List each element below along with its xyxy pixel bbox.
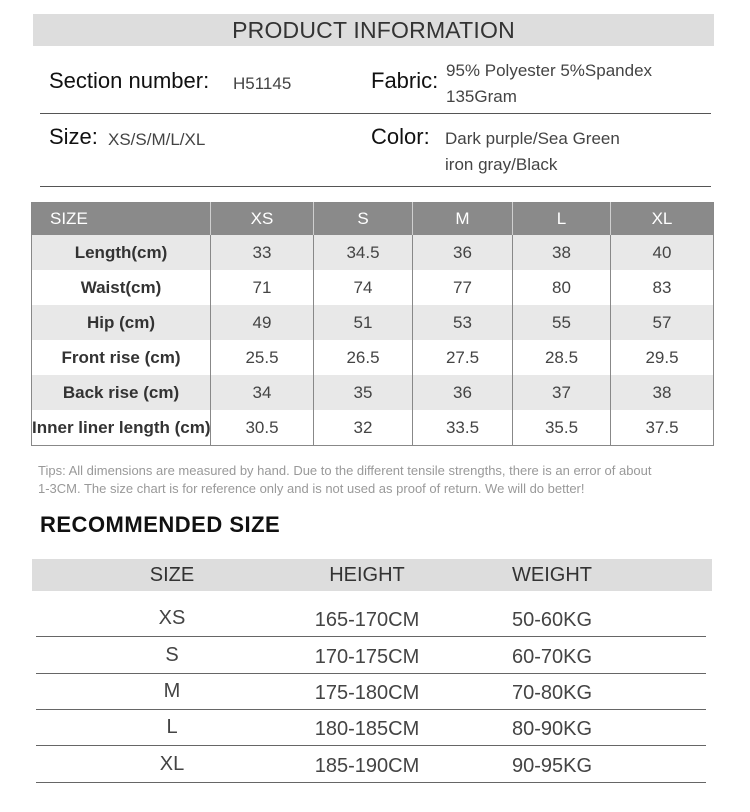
size-chart-measure-label: Waist(cm): [80, 277, 162, 297]
size-chart-cell: 35: [314, 375, 413, 410]
recommended-height-cell: 170-175CM: [314, 646, 420, 668]
size-chart-cell: 34.5: [314, 235, 413, 270]
size-chart-cell: 36: [413, 375, 513, 410]
size-chart-cell: 37: [513, 375, 611, 410]
size-chart-row: [32, 235, 714, 270]
size-chart-cell: 51: [314, 305, 413, 340]
size-chart-cell: 38: [513, 235, 611, 270]
recommended-weight-cell: 60-70KG: [511, 646, 593, 668]
size-chart-measure-label: Front rise (cm): [61, 347, 181, 367]
size-chart-row: [32, 375, 714, 410]
recommended-row: [32, 673, 712, 709]
size-chart-measure-label: Length(cm): [32, 235, 211, 270]
recommended-header-height: HEIGHT: [329, 564, 405, 586]
fabric-label: Fabric:: [371, 68, 439, 93]
size-chart-header-size: SIZE: [32, 203, 211, 236]
recommended-height-cell: 185-190CM: [314, 755, 420, 777]
size-chart-cell: 80: [513, 270, 611, 305]
size-chart-header-row: [32, 203, 714, 236]
color-value-line1: Dark purple/Sea Green: [445, 129, 620, 148]
size-chart-table: [31, 202, 714, 446]
size-chart-cell: 29.5: [611, 340, 714, 375]
recommended-height-cell: 180-185CM: [314, 718, 420, 740]
recommended-size-cell: M: [163, 680, 181, 702]
size-chart-cell: 53: [413, 305, 513, 340]
product-info-header: PRODUCT INFORMATION: [33, 14, 714, 46]
fabric-value-line1: 95% Polyester 5%Spandex: [446, 61, 653, 80]
size-chart-cell: 74: [314, 270, 413, 305]
size-chart-cell: 38: [611, 375, 714, 410]
size-chart-cell: 71: [211, 270, 314, 305]
recommended-row-divider: [36, 782, 706, 783]
size-chart-cell: 55: [513, 305, 611, 340]
recommended-size-title: RECOMMENDED SIZE: [40, 512, 281, 537]
recommended-height-cell: 165-170CM: [314, 609, 420, 631]
section-number-value: H51145: [233, 74, 292, 93]
size-chart-header-m: M: [413, 203, 513, 236]
size-chart-cell: 35.5: [513, 410, 611, 446]
size-chart-cell: 25.5: [211, 340, 314, 375]
size-label: Size:: [49, 124, 98, 149]
recommended-header-size: SIZE: [149, 564, 195, 586]
size-tips: [38, 462, 718, 498]
recommended-header-row: [32, 559, 712, 591]
size-chart-cell: 26.5: [314, 340, 413, 375]
info-divider: [40, 113, 711, 114]
size-chart-row: [32, 305, 714, 340]
recommended-weight-cell: 90-95KG: [511, 755, 593, 777]
size-chart-cell: 83: [611, 270, 714, 305]
size-chart-cell: 40: [611, 235, 714, 270]
color-value-line2: iron gray/Black: [445, 155, 558, 174]
size-chart-cell: 33: [211, 235, 314, 270]
size-chart-cell: 57: [611, 305, 714, 340]
size-chart-row: [32, 340, 714, 375]
size-chart-cell: 34: [211, 375, 314, 410]
fabric-value-line2: 135Gram: [446, 87, 517, 106]
size-chart-cell: 32: [314, 410, 413, 446]
size-value: XS/S/M/L/XL: [108, 130, 206, 149]
recommended-weight-cell: 70-80KG: [511, 682, 593, 704]
recommended-weight-cell: 50-60KG: [511, 609, 593, 631]
size-chart-cell: 28.5: [513, 340, 611, 375]
size-chart-cell: 33.5: [413, 410, 513, 446]
info-divider-bottom: [40, 186, 711, 187]
recommended-size-cell: XS: [158, 607, 186, 629]
recommended-row: [32, 600, 712, 636]
recommended-row: [32, 637, 712, 673]
size-chart-header-l: L: [513, 203, 611, 236]
recommended-header-weight: WEIGHT: [512, 564, 592, 586]
size-chart-row: [32, 270, 714, 305]
size-chart-header-xs: XS: [211, 203, 314, 236]
size-chart-cell: 77: [413, 270, 513, 305]
size-chart-measure-label: Back rise (cm): [32, 375, 211, 410]
recommended-height-cell: 175-180CM: [314, 682, 420, 704]
color-label: Color:: [371, 124, 430, 149]
size-chart-cell: 49: [211, 305, 314, 340]
recommended-row: [32, 746, 712, 782]
recommended-size-cell: S: [165, 644, 179, 666]
size-chart-measure-label: Hip (cm): [32, 305, 211, 340]
size-chart-header-xl: XL: [611, 203, 714, 236]
size-chart-row: [32, 410, 714, 446]
size-chart-cell: 27.5: [413, 340, 513, 375]
size-chart-cell: 36: [413, 235, 513, 270]
size-tips-line2: 1-3CM. The size chart is for reference only and is not used as proof of return. We will do better!: [38, 481, 585, 496]
recommended-size-cell: L: [166, 716, 178, 738]
size-tips-line1: Tips: All dimensions are measured by hand. Due to the different tensile strengths, there is an error of about: [38, 463, 652, 478]
size-chart-measure-label: Inner liner length (cm): [32, 417, 211, 437]
size-chart-cell: 30.5: [211, 410, 314, 446]
section-number-label: Section number:: [49, 68, 210, 93]
recommended-weight-cell: 80-90KG: [511, 718, 593, 740]
recommended-row: [32, 709, 712, 745]
size-chart-header-s: S: [314, 203, 413, 236]
size-chart-cell: 37.5: [611, 410, 714, 446]
recommended-size-cell: XL: [159, 753, 185, 775]
